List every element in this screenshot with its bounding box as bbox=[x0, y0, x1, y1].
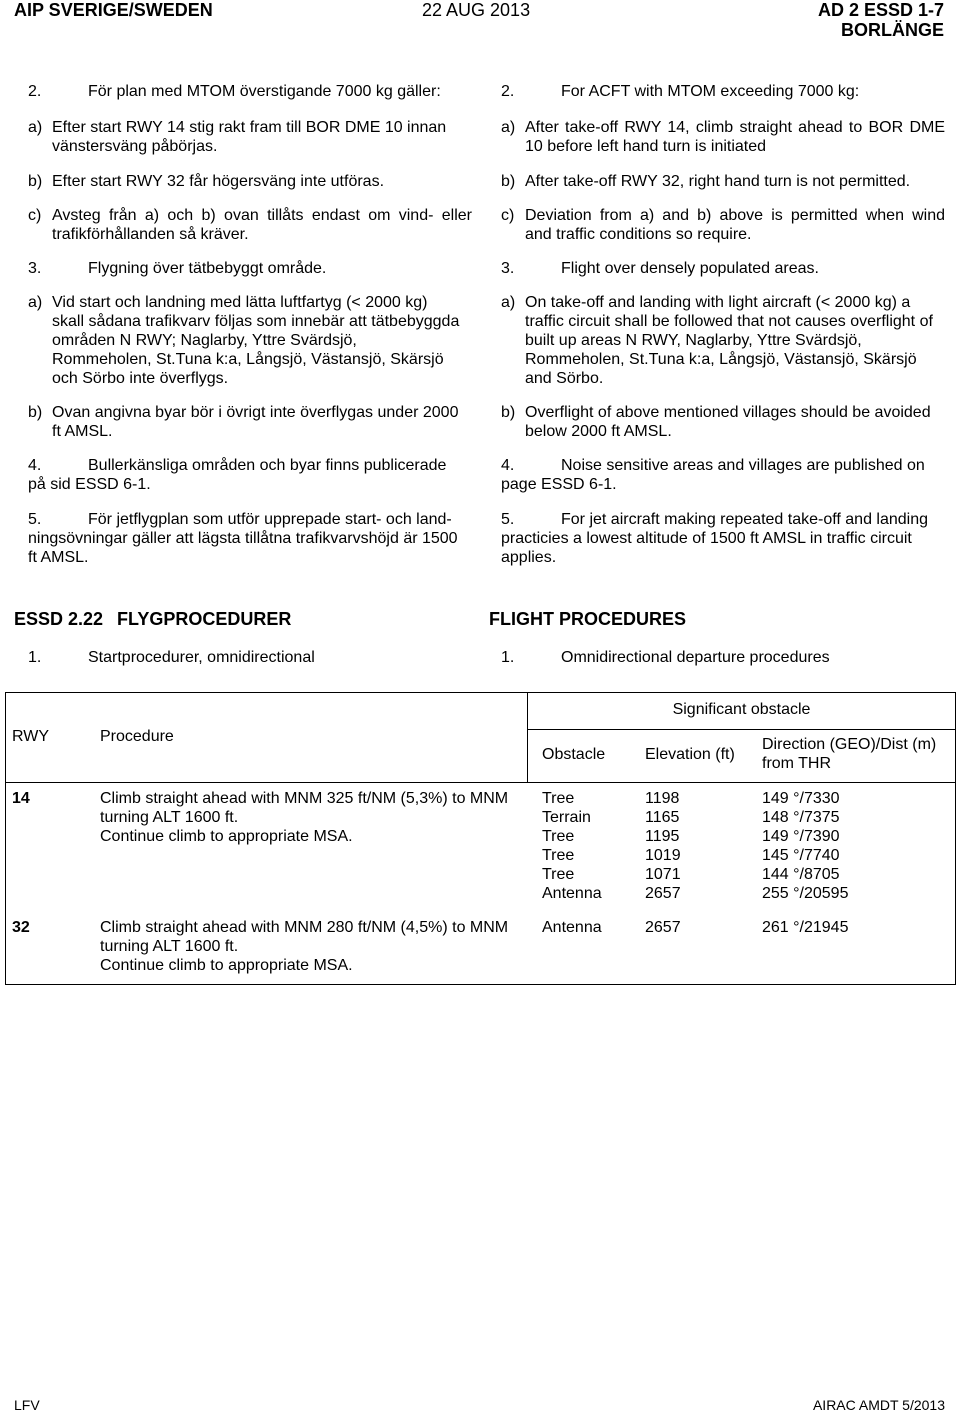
direction-cell bbox=[762, 918, 848, 937]
col-header-elevation: Elevation (ft) bbox=[645, 746, 735, 763]
en-item-3a bbox=[501, 293, 933, 388]
item-marker: a) bbox=[28, 294, 43, 311]
en-item-2a bbox=[501, 118, 945, 156]
obstacle-type: Terrain bbox=[542, 809, 591, 826]
item-text bbox=[88, 259, 326, 278]
col-header-obstacle: Obstacle bbox=[542, 746, 606, 763]
text-line: Efter start RWY 32 får högersväng inte utföras. bbox=[52, 173, 385, 190]
item-marker: 1. bbox=[501, 649, 515, 666]
text-line: För jetflygplan som utför upprepade start- och land- bbox=[88, 511, 452, 528]
sv-item-3 bbox=[28, 259, 326, 278]
obstacle-type: Tree bbox=[542, 847, 575, 864]
item-text bbox=[525, 118, 945, 156]
obstacle-elevation: 2657 bbox=[645, 885, 681, 902]
table-header-divider bbox=[5, 782, 956, 783]
item-marker: b) bbox=[28, 404, 43, 421]
text-line: Noise sensitive areas and villages are published on bbox=[561, 457, 925, 474]
rwy-cell: 14 bbox=[12, 790, 30, 807]
sv-item-2b bbox=[28, 172, 384, 191]
publication-title: AIP SVERIGE/SWEDEN bbox=[14, 0, 213, 20]
text-line: built up areas N RWY, Naglarby, Yttre Svärdsjö, bbox=[525, 332, 862, 349]
text-line: below 2000 ft AMSL. bbox=[525, 423, 672, 440]
text-line: skall sådana trafikvarv följas som innebär att tätbebyggda bbox=[52, 313, 460, 330]
section-title-en: FLIGHT PROCEDURES bbox=[489, 609, 687, 629]
item-marker: a) bbox=[501, 294, 516, 311]
text-line: practicies a lowest altitude of 1500 ft AMSL in traffic circuit bbox=[501, 530, 912, 547]
obstacle-cell bbox=[542, 789, 602, 903]
obstacle-direction-dist: 144 °/8705 bbox=[762, 866, 840, 883]
text-line: Avsteg från a) och b) ovan tillåts endast om vind- eller bbox=[52, 207, 472, 224]
text-line: Startprocedurer, omnidirectional bbox=[88, 649, 315, 666]
text-line: Omnidirectional departure procedures bbox=[561, 649, 830, 666]
text-line: Rommeholen, St.Tuna k:a, Långsjö, Västansjö, Skärsjö bbox=[52, 351, 444, 368]
obstacle-direction-dist: 148 °/7375 bbox=[762, 809, 840, 826]
section-number: ESSD 2.22 bbox=[14, 609, 104, 629]
table-border-right bbox=[955, 692, 956, 985]
text-line: After take-off RWY 14, climb straight ahead to BOR DME bbox=[525, 119, 945, 136]
text-line: Climb straight ahead with MNM 280 ft/NM (4,5%) to MNM bbox=[100, 919, 509, 936]
col-header-procedure: Procedure bbox=[100, 728, 174, 745]
item-text bbox=[28, 510, 458, 567]
text-line: Ovan angivna byar bör i övrigt inte överflygas under 2000 bbox=[52, 404, 459, 421]
item-marker: a) bbox=[28, 119, 43, 136]
item-text bbox=[52, 403, 458, 441]
en-item-2b bbox=[501, 172, 910, 191]
text-line: turning ALT 1600 ft. bbox=[100, 938, 239, 955]
text-line: traffic circuit shall be followed that not causes overflight of bbox=[525, 313, 933, 330]
procedure-cell bbox=[100, 918, 508, 975]
item-text bbox=[561, 259, 819, 278]
col-header-direction bbox=[762, 735, 936, 773]
item-text bbox=[52, 206, 472, 244]
obstacle-type: Tree bbox=[542, 790, 575, 807]
text-line: För plan med MTOM överstigande 7000 kg gäller: bbox=[88, 83, 441, 100]
text-line: and Sörbo. bbox=[525, 370, 604, 387]
text-line: 10 before left hand turn is initiated bbox=[525, 138, 767, 155]
obstacle-type: Antenna bbox=[542, 919, 602, 936]
table-border-left bbox=[5, 692, 6, 985]
text-line: trafikförhållanden så kräver. bbox=[52, 226, 249, 243]
item-text bbox=[28, 456, 446, 494]
sv-item-3a bbox=[28, 293, 459, 388]
item-marker: b) bbox=[501, 404, 516, 421]
item-marker: a) bbox=[501, 119, 516, 136]
en-item-3b bbox=[501, 403, 931, 441]
obstacle-elevation: 1019 bbox=[645, 847, 681, 864]
text-line: områden N RWY; Naglarby, Yttre Svärdsjö, bbox=[52, 332, 357, 349]
sv-item-2c bbox=[28, 206, 472, 244]
sv-item-5 bbox=[28, 510, 458, 567]
item-text bbox=[88, 648, 315, 667]
obstacle-direction-dist: 149 °/7330 bbox=[762, 790, 840, 807]
footer-amendment: AIRAC AMDT 5/2013 bbox=[812, 1397, 945, 1412]
text-line: On take-off and landing with light aircraft (< 2000 kg) a bbox=[525, 294, 911, 311]
item-marker: c) bbox=[501, 207, 515, 224]
item-marker: 2. bbox=[501, 83, 515, 100]
text-line: turning ALT 1600 ft. bbox=[100, 809, 239, 826]
item-marker: 3. bbox=[28, 260, 42, 277]
item-text bbox=[52, 293, 459, 388]
text-line: page ESSD 6-1. bbox=[501, 476, 617, 493]
subheading-sv bbox=[28, 648, 315, 667]
text-line: For jet aircraft making repeated take-off and landing bbox=[561, 511, 929, 528]
table-border-top bbox=[5, 692, 956, 693]
obstacle-type: Tree bbox=[542, 828, 575, 845]
text-line: Vid start och landning med lätta luftfartyg (< 2000 kg) bbox=[52, 294, 428, 311]
col-header-rwy: RWY bbox=[12, 728, 50, 745]
item-marker: 1. bbox=[28, 649, 42, 666]
item-marker: b) bbox=[501, 173, 516, 190]
item-marker: 5. bbox=[28, 511, 42, 528]
en-item-3 bbox=[501, 259, 819, 278]
text-line: Climb straight ahead with MNM 325 ft/NM (5,3%) to MNM bbox=[100, 790, 509, 807]
item-text bbox=[525, 172, 910, 191]
text-line: Rommeholen, St.Tuna k:a, Långsjö, Västansjö, Skärsjö bbox=[525, 351, 917, 368]
obstacle-direction-dist: 261 °/21945 bbox=[762, 919, 849, 936]
rwy-cell: 32 bbox=[12, 919, 30, 936]
direction-cell bbox=[762, 789, 848, 903]
text-line: After take-off RWY 32, right hand turn is not permitted. bbox=[525, 173, 911, 190]
text-line: ft AMSL. bbox=[52, 423, 113, 440]
obstacle-elevation: 1165 bbox=[645, 809, 680, 826]
sv-item-3b bbox=[28, 403, 458, 441]
obstacle-cell bbox=[542, 918, 602, 937]
text-line: och Sörbo inte överflygs. bbox=[52, 370, 229, 387]
section-title-sv: FLYGPROCEDURER bbox=[117, 609, 292, 629]
sv-item-2 bbox=[28, 82, 441, 101]
text-line: vänstersväng påbörjas. bbox=[52, 138, 218, 155]
text-line: Continue climb to appropriate MSA. bbox=[100, 828, 353, 845]
text-line: ft AMSL. bbox=[28, 549, 89, 566]
item-text bbox=[52, 172, 384, 191]
text-line: Direction (GEO)/Dist (m) bbox=[762, 736, 937, 753]
obstacle-direction-dist: 149 °/7390 bbox=[762, 828, 840, 845]
elevation-cell bbox=[645, 918, 681, 937]
item-text bbox=[501, 456, 925, 494]
item-marker: b) bbox=[28, 173, 43, 190]
item-text bbox=[525, 206, 945, 244]
item-marker: 3. bbox=[501, 260, 515, 277]
table-border-bottom bbox=[5, 984, 956, 985]
item-text bbox=[525, 403, 931, 441]
sv-item-2a bbox=[28, 118, 446, 156]
text-line: Deviation from a) and b) above is permitted when wind bbox=[525, 207, 945, 224]
obstacle-elevation: 1198 bbox=[645, 790, 680, 807]
en-item-2 bbox=[501, 82, 859, 101]
item-marker: 2. bbox=[28, 83, 42, 100]
text-line: Flygning över tätbebyggt område. bbox=[88, 260, 327, 277]
obstacle-elevation: 1195 bbox=[645, 828, 680, 845]
page-reference: AD 2 ESSD 1-7 bbox=[817, 0, 944, 20]
table-group-divider bbox=[527, 729, 956, 730]
obstacle-type: Antenna bbox=[542, 885, 602, 902]
text-line: For ACFT with MTOM exceeding 7000 kg: bbox=[561, 83, 860, 100]
publication-date: 22 AUG 2013 bbox=[422, 0, 531, 20]
item-text bbox=[52, 118, 446, 156]
procedure-cell bbox=[100, 789, 508, 846]
en-item-5 bbox=[501, 510, 928, 567]
text-line: Efter start RWY 14 stig rakt fram till BOR DME 10 innan bbox=[52, 119, 447, 136]
elevation-cell bbox=[645, 789, 681, 903]
text-line: på sid ESSD 6-1. bbox=[28, 476, 151, 493]
item-marker: 5. bbox=[501, 511, 515, 528]
text-line: Flight over densely populated areas. bbox=[561, 260, 819, 277]
text-line: Overflight of above mentioned villages should be avoided bbox=[525, 404, 931, 421]
text-line: Continue climb to appropriate MSA. bbox=[100, 957, 353, 974]
item-marker: 4. bbox=[28, 457, 42, 474]
en-item-2c bbox=[501, 206, 945, 244]
item-marker: c) bbox=[28, 207, 42, 224]
item-text bbox=[501, 510, 928, 567]
obstacle-type: Tree bbox=[542, 866, 575, 883]
item-marker: 4. bbox=[501, 457, 515, 474]
sv-item-4 bbox=[28, 456, 446, 494]
subheading-en bbox=[501, 648, 830, 667]
text-line: and traffic conditions so require. bbox=[525, 226, 752, 243]
obstacle-direction-dist: 145 °/7740 bbox=[762, 847, 840, 864]
en-item-4 bbox=[501, 456, 925, 494]
obstacle-elevation: 2657 bbox=[645, 919, 681, 936]
text-line: from THR bbox=[762, 755, 832, 772]
item-text bbox=[561, 82, 859, 101]
footer-issuer: LFV bbox=[14, 1397, 40, 1412]
text-line: ningsövningar gäller att lägsta tillåtna trafikvarvshöjd är 1500 bbox=[28, 530, 458, 547]
col-group-significant-obstacle: Significant obstacle bbox=[672, 701, 811, 718]
aerodrome-name: BORLÄNGE bbox=[841, 20, 944, 40]
item-text bbox=[525, 293, 933, 388]
obstacle-elevation: 1071 bbox=[645, 866, 681, 883]
text-line: applies. bbox=[501, 549, 557, 566]
obstacle-direction-dist: 255 °/20595 bbox=[762, 885, 849, 902]
text-line: Bullerkänsliga områden och byar finns publicerade bbox=[88, 457, 447, 474]
item-text bbox=[88, 82, 441, 101]
item-text bbox=[561, 648, 830, 667]
